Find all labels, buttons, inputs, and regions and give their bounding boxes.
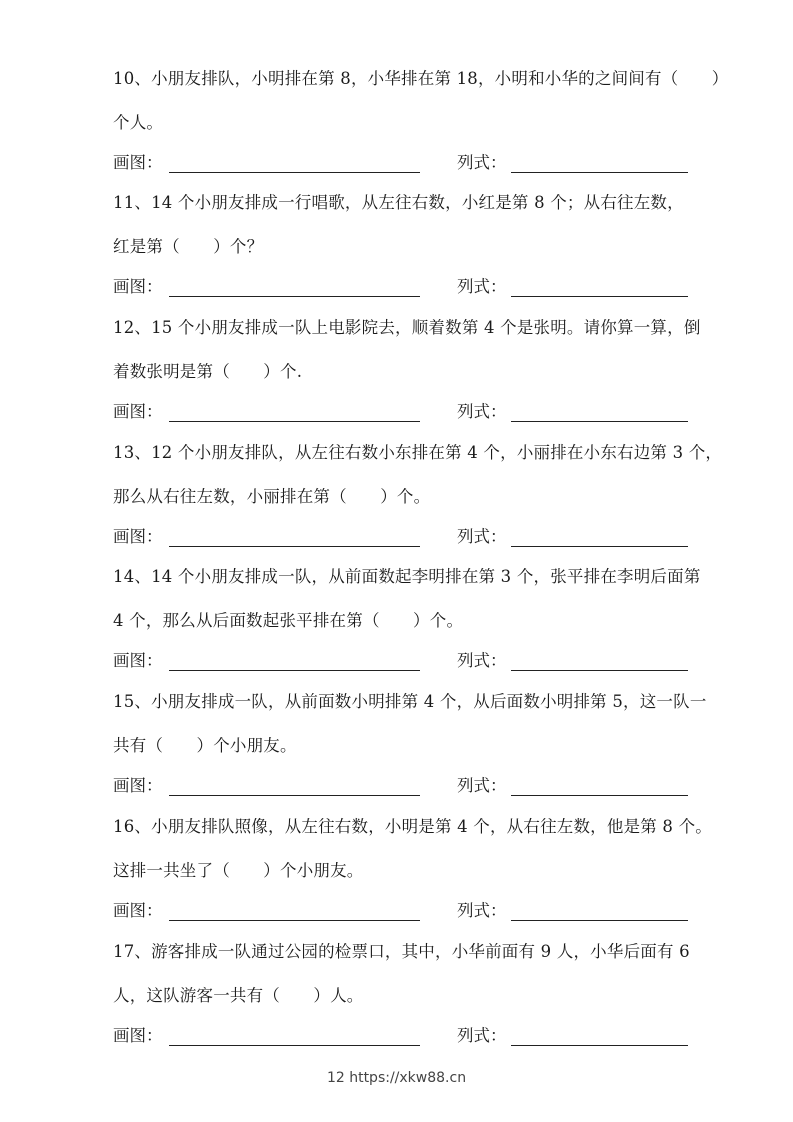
question-13 xyxy=(113,431,763,551)
formula-label: 列式： xyxy=(457,651,507,670)
formula-label: 列式： xyxy=(457,277,507,296)
draw-answer-line[interactable] xyxy=(169,670,420,671)
formula-answer-line[interactable] xyxy=(511,421,688,422)
draw-answer-line[interactable] xyxy=(169,795,420,796)
draw-answer-line[interactable] xyxy=(169,421,420,422)
draw-label: 画图： xyxy=(113,651,163,670)
formula-answer-line[interactable] xyxy=(511,1045,688,1046)
formula-answer-line[interactable] xyxy=(511,296,688,297)
question-text-line: 4 个，那么从后面数起张平排在第（ ）个。 xyxy=(113,611,464,630)
draw-answer-line[interactable] xyxy=(169,546,420,547)
question-12 xyxy=(113,306,763,426)
formula-answer-line[interactable] xyxy=(511,546,688,547)
question-text-line: 着数张明是第（ ）个. xyxy=(113,362,303,381)
question-16 xyxy=(113,805,763,925)
draw-label: 画图： xyxy=(113,277,163,296)
question-text-line: 这排一共坐了（ ）个小朋友。 xyxy=(113,861,364,880)
answer-row xyxy=(113,394,763,426)
formula-answer-line[interactable] xyxy=(511,670,688,671)
formula-label: 列式： xyxy=(457,527,507,546)
answer-row xyxy=(113,768,763,800)
page-footer: 12 https://xkw88.cn xyxy=(326,1070,467,1086)
question-text-line: 15、小朋友排成一队，从前面数小明排第 4 个，从后面数小明排第 5，这一队一 xyxy=(113,692,707,711)
draw-label: 画图： xyxy=(113,1026,163,1045)
draw-label: 画图： xyxy=(113,527,163,546)
draw-label: 画图： xyxy=(113,402,163,421)
question-text-line: 红是第（ ）个？ xyxy=(113,237,264,256)
draw-answer-line[interactable] xyxy=(169,296,420,297)
question-11 xyxy=(113,181,763,301)
draw-label: 画图： xyxy=(113,153,163,172)
draw-answer-line[interactable] xyxy=(169,920,420,921)
question-text-line: 人，这队游客一共有（ ）人。 xyxy=(113,986,364,1005)
question-text-line: 共有（ ）个小朋友。 xyxy=(113,736,297,755)
draw-label: 画图： xyxy=(113,901,163,920)
question-text-line: 个人。 xyxy=(113,113,164,132)
formula-answer-line[interactable] xyxy=(511,172,688,173)
question-text-line: 13、12 个小朋友排队，从左往右数小东排在第 4 个，小丽排在小东右边第 3 个， xyxy=(113,443,723,462)
draw-answer-line[interactable] xyxy=(169,172,420,173)
formula-label: 列式： xyxy=(457,1026,507,1045)
answer-row xyxy=(113,145,763,177)
formula-label: 列式： xyxy=(457,901,507,920)
answer-row xyxy=(113,893,763,925)
formula-label: 列式： xyxy=(457,153,507,172)
formula-answer-line[interactable] xyxy=(511,920,688,921)
question-text-line: 16、小朋友排队照像，从左往右数，小明是第 4 个，从右往左数，他是第 8 个。 xyxy=(113,817,712,836)
question-15 xyxy=(113,680,763,800)
question-10 xyxy=(113,57,763,177)
formula-label: 列式： xyxy=(457,776,507,795)
answer-row xyxy=(113,269,763,301)
draw-answer-line[interactable] xyxy=(169,1045,420,1046)
question-text-line: 17、游客排成一队通过公园的检票口，其中，小华前面有 9 人，小华后面有 6 xyxy=(113,942,690,961)
question-text-line: 11、14 个小朋友排成一行唱歌，从左往右数，小红是第 8 个；从右往左数， xyxy=(113,193,684,212)
draw-label: 画图： xyxy=(113,776,163,795)
formula-label: 列式： xyxy=(457,402,507,421)
answer-row xyxy=(113,1018,763,1050)
answer-row xyxy=(113,643,763,675)
question-text-line: 那么从右往左数，小丽排在第（ ）个。 xyxy=(113,487,431,506)
question-14 xyxy=(113,555,763,675)
answer-row xyxy=(113,519,763,551)
question-text-line: 10、小朋友排队，小明排在第 8，小华排在第 18，小明和小华的之间间有（ ） xyxy=(113,69,729,88)
formula-answer-line[interactable] xyxy=(511,795,688,796)
question-17 xyxy=(113,930,763,1050)
question-text-line: 14、14 个小朋友排成一队，从前面数起李明排在第 3 个，张平排在李明后面第 xyxy=(113,567,701,586)
question-text-line: 12、15 个小朋友排成一队上电影院去，顺着数第 4 个是张明。请你算一算，倒 xyxy=(113,318,701,337)
